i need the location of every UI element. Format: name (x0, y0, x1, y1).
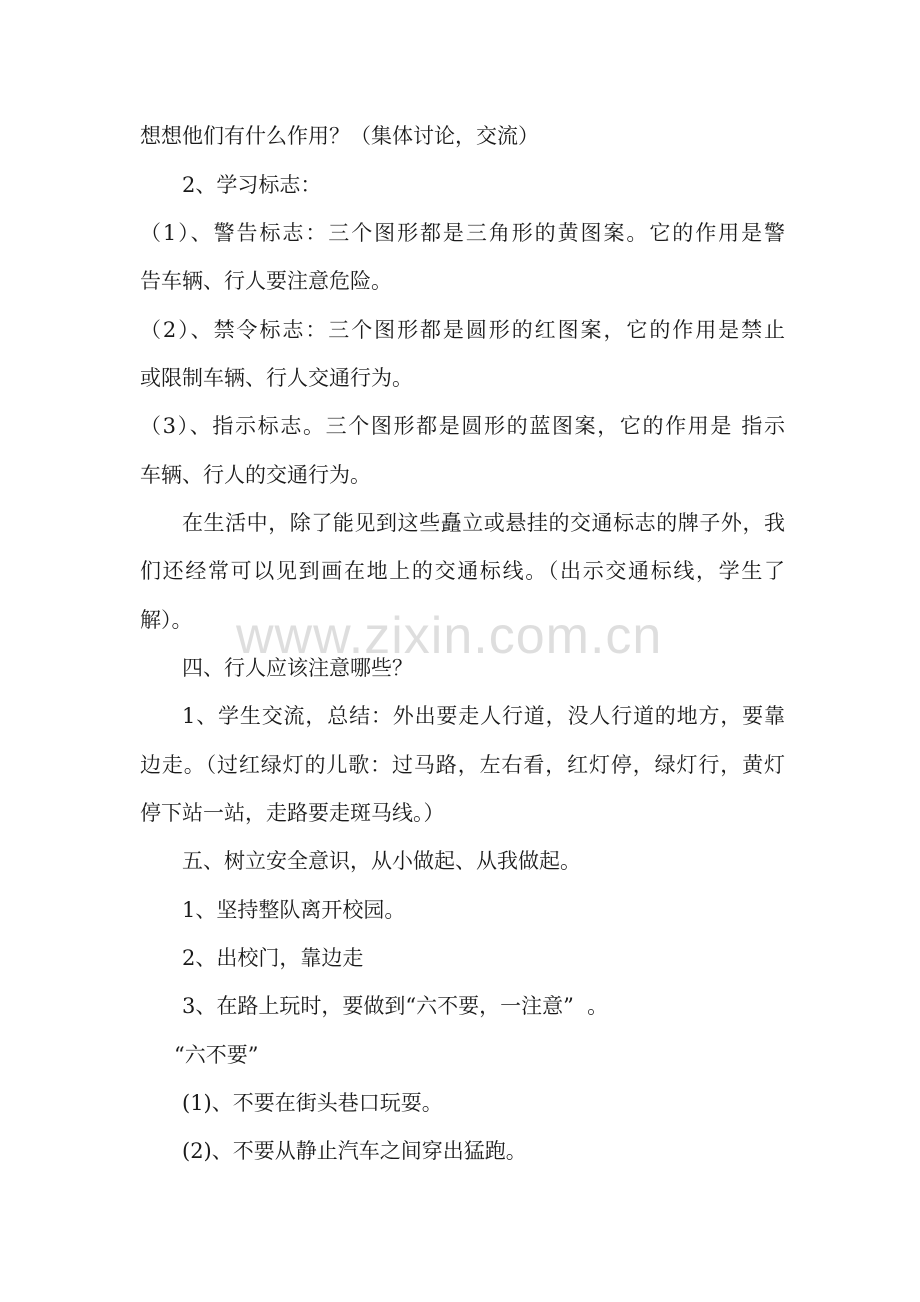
text-line-8: 车辆、行人的交通行为。 (140, 463, 371, 487)
watermark: www.zixin.com.cn (236, 607, 663, 665)
text-line-10: 们还经常可以见到画在地上的交通标线。（出示交通标线，学生了 (140, 559, 785, 583)
text-line-20: “六不要” (174, 1043, 259, 1067)
text-line-9: 在生活中，除了能见到这些矗立或悬挂的交通标志的牌子外，我 (182, 511, 785, 535)
text-line-18: 2、出校门，靠边走 (182, 946, 364, 970)
text-line-12: 四、行人应该注意哪些？ (182, 656, 413, 680)
text-line-16: 五、树立安全意识，从小做起、从我做起。 (182, 849, 581, 873)
text-line-19: 3、在路上玩时，要做到“六不要，一注意” 。 (182, 994, 609, 1018)
text-line-14: 边走。（过红绿灯的儿歌：过马路，左右看，红灯停，绿灯行，黄灯 (140, 753, 785, 777)
text-line-21: (1)、不要在街头巷口玩耍。 (182, 1091, 443, 1115)
text-line-22: (2)、不要从静止汽车之间穿出猛跑。 (182, 1139, 527, 1163)
text-line-2: 2、学习标志： (182, 173, 322, 197)
text-line-6: 或限制车辆、行人交通行为。 (140, 366, 413, 390)
text-line-11: 解）。 (140, 608, 193, 632)
text-line-5: （2）、禁令标志：三个图形都是圆形的红图案，它的作用是禁止 (140, 318, 785, 342)
text-line-1: 想想他们有什么作用？（集体讨论，交流） (140, 124, 539, 148)
text-line-7: （3）、指示标志。三个图形都是圆形的蓝图案，它的作用是 指示 (140, 414, 785, 438)
text-line-4: 告车辆、行人要注意危险。 (140, 269, 392, 293)
text-line-13: 1、学生交流，总结：外出要走人行道，没人行道的地方，要靠 (182, 704, 785, 728)
text-line-15: 停下站一站，走路要走斑马线。） (140, 801, 445, 825)
text-line-3: （1）、警告标志：三个图形都是三角形的黄图案。它的作用是警 (140, 221, 785, 245)
text-line-17: 1、坚持整队离开校园。 (182, 898, 406, 922)
